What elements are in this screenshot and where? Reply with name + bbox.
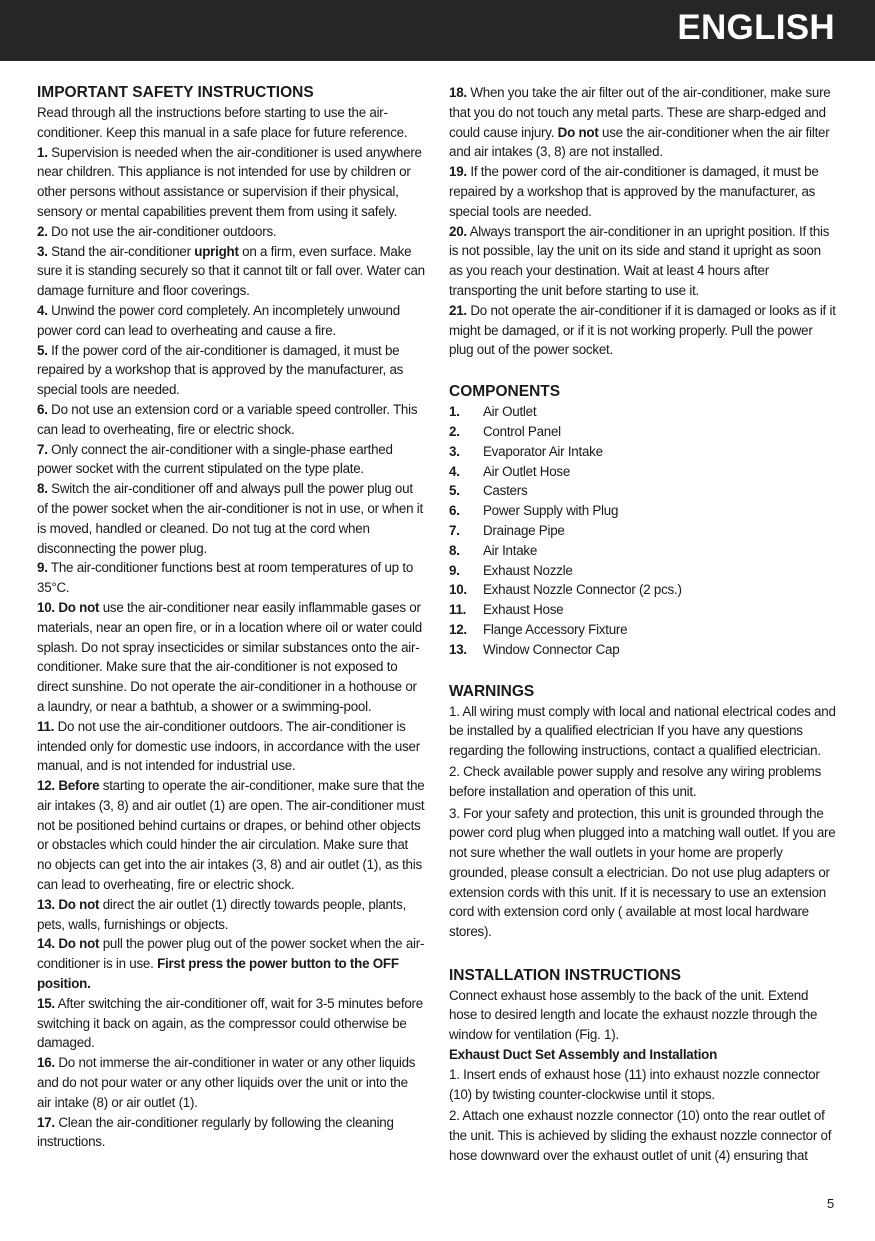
item-number: 17. [37, 1114, 55, 1130]
installation-step: 1. Insert ends of exhaust hose (11) into exhaust nozzle connector (10) by twisting counter-clockwise until it stops. [449, 1066, 820, 1102]
language-title: ENGLISH [677, 8, 835, 47]
right-column [449, 83, 837, 1166]
component-label: Control Panel [483, 423, 561, 439]
item-text: Always transport the air-conditioner in an upright position. If this is not possible, lay the unit on its side and stand it upright as soon as you reach your destination. Wait at least 4 hours after transporting the unit before starting to use it. [449, 223, 830, 298]
item-number: 3. [37, 243, 48, 259]
item-text: direct the air outlet (1) directly towards people, plants, pets, walls, furnishings or objects. [37, 896, 407, 932]
installation-heading: INSTALLATION INSTRUCTIONS [449, 966, 681, 984]
component-number: 12. [449, 621, 467, 637]
component-number: 1. [449, 404, 460, 420]
installation-subheading: Exhaust Duct Set Assembly and Installation [449, 1046, 718, 1062]
item-text: Only connect the air-conditioner with a single-phase earthed power socket with the current stipulated on the type plate. [37, 441, 393, 477]
component-number: 8. [449, 542, 460, 558]
component-number: 7. [449, 522, 460, 538]
warning-item: 3. For your safety and protection, this unit is grounded through the power cord plug when plugged into a matching wall outlet. If you are not sure whether the wall outlets in your home are properly grounded, please consult a electrician. Do not use plug adapters or extension cords with this unit. If it is necessary to use an extension cord with extension cord only ( available at most local hardware stores). [449, 805, 836, 940]
item-number: 2. [37, 223, 48, 239]
item-text: Clean the air-conditioner regularly by following the cleaning instructions. [37, 1114, 394, 1150]
item-text: starting to operate the air-conditioner, make sure that the air intakes (3, 8) and air outlet (1) are open. The air-conditioner must not be positioned behind curtains or drapes, or behind other objects or obstacles which could hinder the air circulation. Make sure that no objects can get into the air intakes (3, 8) and air outlet (1), as this can lead to overheating, fire or electric shock. [37, 778, 425, 893]
item-number: 9. [37, 560, 48, 576]
safety-intro: Read through all the instructions before starting to use the air-conditioner. Keep this manual in a safe place for future reference. [37, 105, 408, 140]
component-label: Air Outlet Hose [483, 463, 571, 479]
item-text: Do not immerse the air-conditioner in water or any other liquids and do not pour water or any other liquids over the unit or into the air intake (8) or air outlet (1). [37, 1055, 416, 1110]
component-number: 5. [449, 483, 460, 499]
item-number: 14. [37, 936, 55, 952]
item-number: 21. [449, 302, 467, 318]
item-text: Stand the air-conditioner [51, 243, 191, 259]
component-label: Evaporator Air Intake [483, 443, 603, 459]
item-emphasis: Do not [557, 124, 599, 140]
item-number: 6. [37, 401, 48, 417]
item-number: 4. [37, 302, 48, 318]
safety-item [37, 895, 425, 935]
component-label: Drainage Pipe [483, 522, 565, 538]
component-label: Casters [483, 483, 528, 499]
component-label: Exhaust Nozzle Connector (2 pcs.) [483, 582, 682, 598]
safety-item [37, 400, 425, 440]
component-number: 2. [449, 423, 460, 439]
components-heading: COMPONENTS [449, 383, 561, 401]
item-text: use the air-conditioner near easily inflammable gases or materials, near an open fire, or in a location where oil or water could splash. Do not spray insecticides or similar substances onto the air-conditioner. Make sure that the air-conditioner is not exposed to direct sunshine. Do not operate the air-conditioner in a hothouse or a laundry, or near a bathtub, a shower or a swimming-pool. [37, 599, 422, 714]
item-text: Do not use the air-conditioner outdoors. The air-conditioner is intended only for domestic use indoors, in accordance with the user manual, and is not intended for industrial use. [37, 718, 420, 774]
safety-item [449, 83, 837, 162]
item-text: When you take the air filter out of the air-conditioner, make sure that you do not touch any metal parts. These are sharp-edged and could cause injury. [449, 85, 831, 140]
component-item [449, 640, 837, 660]
item-text: Do not use the air-conditioner outdoors. [51, 223, 277, 239]
item-text: Switch the air-conditioner off and always pull the power plug out of the power socket when the air-conditioner is not in use, or when it is moved, handled or cleaned. Do not tug at the cord when disconnecting the power plug. [37, 481, 423, 556]
component-item [449, 501, 837, 521]
item-number: 13. [37, 896, 55, 912]
item-number: 8. [37, 481, 48, 497]
component-label: Exhaust Nozzle [483, 562, 573, 578]
item-text: Do not operate the air-conditioner if it is damaged or looks as if it might be damaged, or if it is not working properly. Pull the power plug out of the power socket. [449, 302, 836, 358]
safety-item [449, 162, 837, 221]
safety-item [449, 222, 837, 301]
safety-item [37, 994, 425, 1053]
component-number: 3. [449, 443, 460, 459]
component-item [449, 541, 837, 561]
component-number: 9. [449, 562, 460, 578]
component-item [449, 402, 837, 422]
item-emphasis: Before [58, 778, 100, 794]
item-emphasis: Do not [58, 896, 100, 912]
component-item [449, 561, 837, 581]
safety-item [37, 934, 425, 993]
component-number: 4. [449, 463, 460, 479]
item-text: The air-conditioner functions best at room temperatures of up to 35°C. [37, 560, 414, 596]
item-number: 19. [449, 164, 467, 180]
safety-item [37, 558, 425, 598]
components-list [449, 402, 837, 659]
component-label: Power Supply with Plug [483, 503, 619, 519]
item-text: pull the power plug out of the power socket when the air-conditioner is in use. [37, 936, 425, 972]
item-text: After switching the air-conditioner off, wait for 3-5 minutes before switching it back on again, as the compressor could otherwise be damaged. [37, 995, 423, 1051]
safety-item [37, 479, 425, 558]
item-number: 7. [37, 441, 48, 457]
component-label: Exhaust Hose [483, 602, 564, 618]
component-label: Flange Accessory Fixture [483, 621, 628, 637]
item-text: Unwind the power cord completely. An incompletely unwound power cord can lead to overheating and cause a fire. [37, 302, 400, 338]
warnings-heading: WARNINGS [449, 682, 535, 700]
safety-item [37, 1053, 425, 1112]
component-item [449, 442, 837, 462]
component-item [449, 462, 837, 482]
item-emphasis: upright [194, 243, 239, 259]
component-number: 10. [449, 582, 467, 598]
item-number: 10. [37, 599, 55, 615]
safety-list-right [449, 83, 837, 360]
component-item [449, 481, 837, 501]
safety-item [37, 1113, 425, 1153]
item-text: If the power cord of the air-conditioner is damaged, it must be repaired by a workshop that is approved by the manufacturer, as special tools are needed. [449, 164, 819, 219]
item-number: 1. [37, 144, 48, 160]
safety-item [449, 301, 837, 360]
safety-item [37, 440, 425, 480]
item-number: 12. [37, 778, 55, 794]
item-text: Supervision is needed when the air-conditioner is used anywhere near children. This appliance is not intended for use by children or other persons without assistance or supervision if their physical, sensory or mental capabilities prevent them from using it safely. [37, 144, 422, 219]
component-label: Window Connector Cap [483, 641, 620, 657]
item-text: Do not use an extension cord or a variable speed controller. This can lead to overheating, fire or electric shock. [37, 401, 418, 437]
item-emphasis: Do not [58, 936, 100, 952]
safety-item [37, 143, 425, 222]
safety-item [37, 242, 425, 301]
left-column [37, 83, 425, 1152]
safety-item [37, 776, 425, 895]
item-number: 11. [37, 718, 55, 734]
component-number: 11. [449, 602, 467, 618]
item-number: 5. [37, 342, 48, 358]
safety-item [37, 222, 425, 242]
component-label: Air Intake [483, 542, 538, 558]
safety-heading: IMPORTANT SAFETY INSTRUCTIONS [37, 84, 314, 101]
page-number: 5 [827, 1196, 835, 1211]
item-number: 16. [37, 1055, 55, 1071]
warning-item: 1. All wiring must comply with local and national electrical codes and be installed by a qualified electrician If you have any questions regarding the following instructions, contact a qualified electrician. [449, 703, 836, 759]
warnings-list [449, 702, 837, 943]
safety-item [37, 341, 425, 400]
warning-item: 2. Check available power supply and resolve any wiring problems before installation and operation of this unit. [449, 764, 822, 800]
component-item [449, 600, 837, 620]
item-text: use the air-conditioner when the air filter and air intakes (3, 8) are not installed. [449, 124, 830, 160]
component-number: 13. [449, 641, 467, 657]
component-label: Air Outlet [483, 404, 537, 420]
item-number: 15. [37, 995, 55, 1011]
item-text: If the power cord of the air-conditioner is damaged, it must be repaired by a workshop that is approved by the manufacturer, as special tools are needed. [37, 342, 404, 398]
header-bar [0, 0, 875, 61]
item-text: on a firm, even surface. Make sure it is standing securely so that it cannot tilt or fall over. Water can damage furniture and floor coverings. [37, 243, 425, 299]
component-item [449, 620, 837, 640]
component-item [449, 422, 837, 442]
item-number: 18. [449, 85, 467, 100]
component-number: 6. [449, 503, 460, 519]
installation-step: 2. Attach one exhaust nozzle connector (10) onto the rear outlet of the unit. This is achieved by sliding the exhaust nozzle connector of hose downward over the exhaust outlet of unit (4) ensuring that [449, 1108, 832, 1163]
safety-item [37, 598, 425, 717]
item-emphasis: Do not [58, 599, 100, 615]
component-item [449, 521, 837, 541]
item-number: 20. [449, 223, 467, 239]
safety-item [37, 301, 425, 341]
component-item [449, 580, 837, 600]
installation-intro: Connect exhaust hose assembly to the back of the unit. Extend hose to desired length and locate the exhaust nozzle through the window for ventilation (Fig. 1). [449, 987, 818, 1043]
item-emphasis: First press the power button to the OFF position. [37, 956, 399, 992]
safety-item [37, 717, 425, 776]
safety-list-left [37, 143, 425, 1153]
